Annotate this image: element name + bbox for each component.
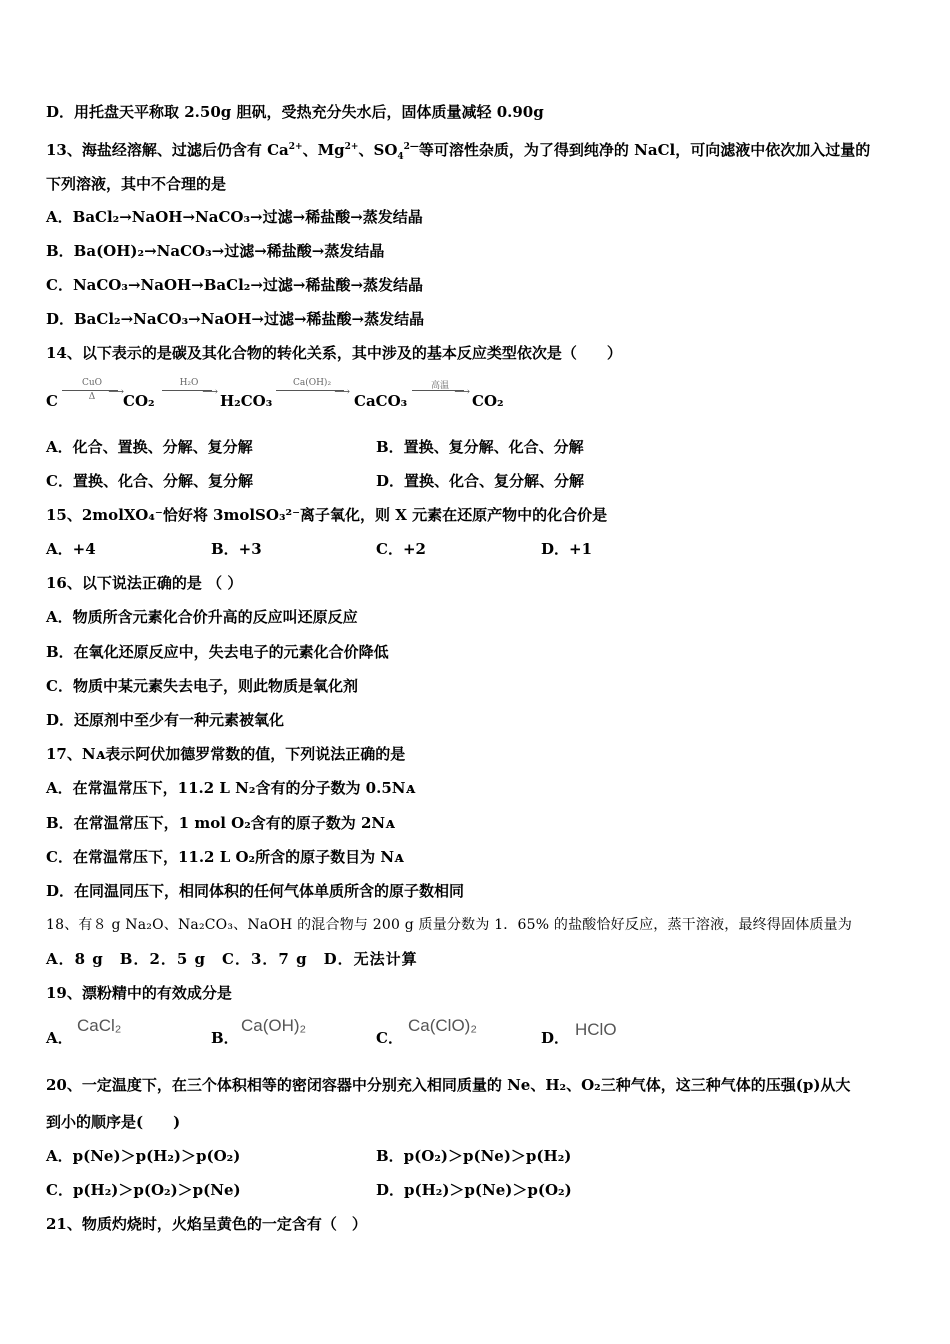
q20-stem: 20、一定温度下，在三个体积相等的密闭容器中分别充入相同质量的 Ne、H₂、O₂三种气体，这三种气体的压强(p)从大	[46, 1076, 851, 1094]
q14-conversion-chain	[46, 378, 646, 414]
q16-option-d: D．还原剂中至少有一种元素被氧化	[46, 711, 285, 729]
q14-stem: 14、以下表示的是碳及其化合物的转化关系，其中涉及的基本反应类型依次是（ ）	[46, 344, 622, 362]
arrow-heat-label: Δ	[88, 392, 96, 402]
arrow-caoh2	[274, 378, 350, 410]
q17-stem: 17、Nᴀ表示阿伏加德罗常数的值，下列说法正确的是	[46, 745, 406, 763]
q17-option-d: D．在同温同压下，相同体积的任何气体单质所含的原子数相同	[46, 882, 465, 900]
arrow-high-temp-label: 高温	[430, 381, 449, 391]
q13-so4-subscript: 4	[397, 152, 404, 162]
q17-option-a: A．在常温常压下，11.2 L N₂含有的分子数为 0.5Nᴀ	[46, 779, 416, 797]
q13-so4-charge: 2—	[403, 142, 419, 152]
q20-option-b: B．p(O₂)＞p(Ne)＞p(H₂)	[376, 1147, 572, 1165]
arrow-h2o	[160, 378, 218, 410]
q13-stem-d: 等可溶性杂质，为了得到纯净的 NaCl，可向滤液中依次加入过量的	[418, 141, 871, 159]
q13-option-a: A．BaCl₂→NaOH→NaCO₃→过滤→稀盐酸→蒸发结晶	[46, 208, 423, 226]
q15-option-d: D．+1	[541, 540, 593, 558]
arrow-caoh2-label: Ca(OH)₂	[292, 378, 332, 388]
species-c: C	[46, 392, 58, 410]
q17-option-b: B．在常温常压下，1 mol O₂含有的原子数为 2Nᴀ	[46, 814, 395, 832]
q12-option-d: D．用托盘天平称取 2.50g 胆矾，受热充分失水后，固体质量减轻 0.90g	[46, 103, 544, 121]
q19-option-d-label: D．	[541, 1029, 570, 1047]
q14-option-b: B．置换、复分解、化合、分解	[376, 438, 584, 456]
q16-option-c: C．物质中某元素失去电子，则此物质是氧化剂	[46, 677, 358, 695]
q15-option-b: B．+3	[211, 540, 262, 558]
q15-stem: 15、2molXO₄⁻恰好将 3molSO₃²⁻离子氧化，则 X 元素在还原产物中的化合价是	[46, 506, 608, 524]
arrow-h2o-label: H₂O	[179, 378, 199, 388]
arrow-cuo-label: CuO	[81, 378, 103, 388]
q19-option-b-label: B．	[211, 1029, 239, 1047]
q16-stem: 16、以下说法正确的是 （ ）	[46, 574, 243, 592]
q20-option-a: A．p(Ne)＞p(H₂)＞p(O₂)	[46, 1147, 241, 1165]
q19-option-c-formula: Ca(ClO)₂	[408, 1016, 477, 1035]
q21-stem: 21、物质灼烧时，火焰呈黄色的一定含有（ ）	[46, 1215, 367, 1233]
q13-stem-c: 、SO	[358, 141, 398, 159]
q13-mg-charge: 2+	[344, 142, 359, 152]
q19-option-a-formula: CaCl₂	[77, 1016, 122, 1035]
q20-option-d: D．p(H₂)＞p(Ne)＞p(O₂)	[376, 1181, 572, 1199]
arrow-head-icon: ⟶	[454, 385, 470, 398]
q19-stem: 19、漂粉精中的有效成分是	[46, 984, 232, 1002]
species-h2co3: H₂CO₃	[220, 392, 273, 410]
q16-option-a: A．物质所含元素化合价升高的反应叫还原反应	[46, 608, 358, 626]
arrow-high-temp	[410, 378, 470, 410]
arrow-head-icon: ⟶	[202, 385, 218, 398]
q14-option-c: C．置换、化合、分解、复分解	[46, 472, 253, 490]
q14-option-a: A．化合、置换、分解、复分解	[46, 438, 253, 456]
species-co2: CO₂	[123, 392, 155, 410]
q15-option-a: A．+4	[46, 540, 96, 558]
q14-option-d: D．置换、化合、复分解、分解	[376, 472, 585, 490]
q13-stem	[46, 137, 870, 167]
q19-option-d-formula: HClO	[575, 1020, 617, 1039]
arrow-head-icon: ⟶	[108, 385, 124, 398]
q13-stem-b: 、Mg	[302, 141, 345, 159]
q20-stem-line2: 到小的顺序是( )	[46, 1113, 181, 1131]
q13-ca-charge: 2+	[288, 142, 303, 152]
q13-option-b: B．Ba(OH)₂→NaCO₃→过滤→稀盐酸→蒸发结晶	[46, 242, 385, 260]
q18-stem: 18、有８ g Na₂O、Na₂CO₃、NaOH 的混合物与 200 g 质量分数为 1．65% 的盐酸恰好反应，蒸干溶液，最终得固体质量为	[46, 917, 853, 933]
q13-option-c: C．NaCO₃→NaOH→BaCl₂→过滤→稀盐酸→蒸发结晶	[46, 276, 424, 294]
species-caco3: CaCO₃	[354, 392, 408, 410]
q13-stem-a: 13、海盐经溶解、过滤后仍含有 Ca	[46, 141, 289, 159]
q19-option-c-label: C．	[376, 1029, 403, 1047]
q17-option-c: C．在常温常压下，11.2 L O₂所含的原子数目为 Nᴀ	[46, 848, 404, 866]
arrow-cuo	[60, 378, 124, 410]
arrow-head-icon: ⟶	[334, 385, 350, 398]
q16-option-b: B．在氧化还原反应中，失去电子的元素化合价降低	[46, 643, 389, 661]
q15-option-c: C．+2	[376, 540, 426, 558]
q20-option-c: C．p(H₂)＞p(O₂)＞p(Ne)	[46, 1181, 241, 1199]
q13-stem-line2: 下列溶液，其中不合理的是	[46, 175, 227, 193]
q19-option-a-label: A．	[46, 1029, 73, 1047]
q18-options: A．8 g B．2．5 g C．3．7 g D．无法计算	[46, 950, 418, 968]
q19-option-b-formula: Ca(OH)₂	[241, 1016, 307, 1035]
q13-option-d: D．BaCl₂→NaCO₃→NaOH→过滤→稀盐酸→蒸发结晶	[46, 310, 425, 328]
species-co2-final: CO₂	[472, 392, 504, 410]
